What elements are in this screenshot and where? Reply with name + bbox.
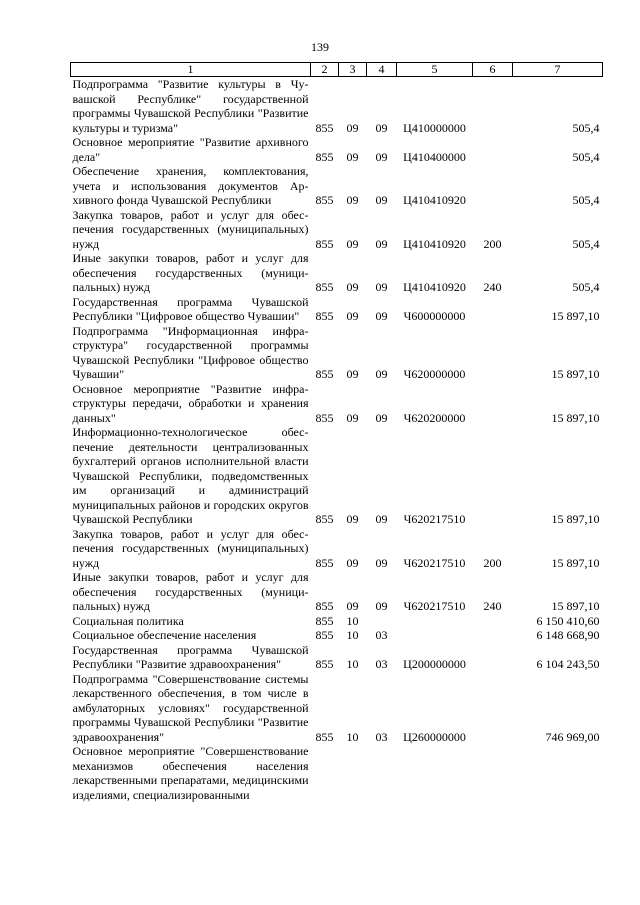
- row-name: Основное мероприятие "Развитие архивного дела": [72, 135, 309, 164]
- row-expense: [473, 672, 513, 745]
- budget-table: [70, 62, 603, 802]
- row-target: Ц410410920: [403, 236, 466, 251]
- row-code: 855: [315, 120, 334, 135]
- row-subsection: 03: [375, 628, 388, 642]
- row-code: 855: [315, 149, 334, 164]
- table-row: [71, 135, 603, 164]
- row-amount: 505,4: [572, 236, 600, 251]
- row-name: Информационно-технологическое обеспечение деятельности централизованных бухгалтерий органов исполнительной власти Чувашской Республики, подведомственных им организаций и администраций муниципальных районов и городских округов Чувашской Республики: [72, 425, 309, 526]
- row-target: [397, 614, 473, 629]
- row-amount: 15 897,10: [551, 367, 600, 381]
- row-amount: 15 897,10: [551, 410, 600, 425]
- row-code: 855: [315, 599, 334, 613]
- row-subsection: 09: [375, 555, 388, 570]
- row-target: Ч620217510: [403, 599, 466, 613]
- row-name: Иные закупки товаров, работ и услуг для обеспечения государственных (муниципальных) нужд: [72, 570, 309, 613]
- row-section: [339, 744, 367, 802]
- row-amount: 505,4: [572, 193, 600, 207]
- row-amount: 6 104 243,50: [536, 657, 600, 671]
- row-amount: 15 897,10: [551, 555, 600, 570]
- row-subsection: 09: [375, 193, 388, 207]
- row-target: [397, 628, 473, 643]
- row-target: Ч620217510: [403, 512, 466, 526]
- row-section: 10: [346, 613, 359, 628]
- row-code: 855: [315, 657, 334, 671]
- row-amount: 505,4: [572, 120, 600, 135]
- row-code: 855: [315, 628, 334, 642]
- row-name: Социальная политика: [72, 613, 184, 628]
- row-name: Обеспечение хранения, комплектования, учета и использования документов Архивного фонда Чувашской Республики: [72, 164, 309, 207]
- row-name: Подпрограмма "Совершенствование системы лекарственного обеспечения, в том числе в амбулаторных условиях" государственной программы Чувашской Республики "Развитие здравоохранения": [72, 671, 309, 744]
- row-subsection: 09: [375, 599, 388, 613]
- row-target: Ц410410920: [403, 193, 466, 207]
- row-expense: 240: [483, 280, 502, 294]
- row-target: Ч620000000: [403, 367, 466, 381]
- row-name: Основное мероприятие "Совершенствование механизмов обеспечения населения лекарственными препаратами, медицинскими изделиями, специализированными: [72, 744, 309, 802]
- row-expense: [473, 628, 513, 643]
- row-code: 855: [315, 613, 334, 628]
- row-expense: [473, 135, 513, 164]
- row-expense: 200: [483, 236, 502, 251]
- row-section: 10: [346, 657, 359, 671]
- row-expense: [473, 614, 513, 629]
- row-expense: [473, 324, 513, 382]
- row-target: Ц260000000: [403, 729, 466, 744]
- table-row: [71, 164, 603, 208]
- header-col-7: 7: [513, 63, 603, 77]
- row-subsection: 09: [375, 149, 388, 164]
- table-row: [71, 570, 603, 614]
- row-amount: 505,4: [572, 280, 600, 294]
- table-row: [71, 324, 603, 382]
- row-subsection: 03: [375, 657, 388, 671]
- row-section: 10: [346, 729, 359, 744]
- row-section: 09: [346, 367, 359, 381]
- table-row: [71, 614, 603, 629]
- row-section: 09: [346, 512, 359, 526]
- row-expense: [473, 77, 513, 136]
- row-code: 855: [315, 367, 334, 381]
- row-section: 09: [346, 193, 359, 207]
- row-subsection: 09: [375, 120, 388, 135]
- row-subsection: 09: [375, 410, 388, 425]
- row-target: Ч620217510: [403, 555, 466, 570]
- table-row: [71, 672, 603, 745]
- row-expense: [473, 382, 513, 426]
- row-name: Закупка товаров, работ и услуг для обеспечения государственных (муниципальных) нужд: [72, 207, 309, 251]
- row-target: [397, 744, 473, 802]
- header-col-6: 6: [473, 63, 513, 77]
- table-row: [71, 527, 603, 571]
- row-section: 09: [346, 599, 359, 613]
- row-code: 855: [315, 729, 334, 744]
- table-row: [71, 382, 603, 426]
- row-expense: [473, 425, 513, 527]
- table-row: [71, 425, 603, 527]
- row-amount: 15 897,10: [551, 599, 600, 613]
- row-subsection: 09: [375, 512, 388, 526]
- row-target: Ч620200000: [403, 410, 466, 425]
- row-subsection: 09: [375, 280, 388, 294]
- row-name: Подпрограмма "Информационная инфраструктура" государственной программы Чувашской Республики "Цифровое общество Чувашии": [72, 323, 309, 381]
- table-row: [71, 628, 603, 643]
- row-subsection: 09: [375, 236, 388, 251]
- header-col-5: 5: [397, 63, 473, 77]
- row-section: 10: [346, 628, 359, 642]
- row-target: Ц200000000: [403, 657, 466, 671]
- row-section: 09: [346, 410, 359, 425]
- row-expense: 240: [483, 599, 502, 613]
- row-name: Государственная программа Чувашской Республики "Цифровое общество Чувашии": [72, 294, 309, 323]
- row-name: Иные закупки товаров, работ и услуг для обеспечения государственных (муниципальных) нужд: [72, 251, 309, 294]
- row-expense: [473, 744, 513, 802]
- row-section: 09: [346, 149, 359, 164]
- table-row: [71, 208, 603, 252]
- row-code: 855: [315, 280, 334, 294]
- row-expense: 200: [483, 555, 502, 570]
- row-expense: [473, 295, 513, 324]
- table-row: [71, 744, 603, 802]
- header-col-1: 1: [71, 63, 311, 77]
- row-subsection: [367, 614, 397, 629]
- row-expense: [473, 164, 513, 208]
- row-amount: 746 969,00: [545, 729, 600, 744]
- row-code: 855: [315, 193, 334, 207]
- row-target: Ч600000000: [403, 309, 466, 323]
- row-subsection: [367, 744, 397, 802]
- row-name: Закупка товаров, работ и услуг для обеспечения государственных (муниципальных) нужд: [72, 526, 309, 570]
- row-section: 09: [346, 120, 359, 135]
- row-section: 09: [346, 236, 359, 251]
- row-section: 09: [346, 280, 359, 294]
- row-subsection: 09: [375, 367, 388, 381]
- header-col-2: 2: [311, 63, 339, 77]
- table-row: [71, 295, 603, 324]
- table-row: [71, 643, 603, 672]
- row-amount: 6 150 410,60: [536, 613, 600, 628]
- row-code: [311, 744, 339, 802]
- row-name: Социальное обеспечение населения: [72, 628, 257, 642]
- row-amount: [513, 744, 603, 802]
- row-name: Государственная программа Чувашской Республики "Развитие здравоохранения": [72, 642, 309, 671]
- row-target: Ц410000000: [403, 120, 466, 135]
- row-code: 855: [315, 309, 334, 323]
- row-amount: 15 897,10: [551, 309, 600, 323]
- row-name: Основное мероприятие "Развитие инфраструктуры передачи, обработки и хранения данных": [72, 381, 309, 425]
- row-subsection: 03: [375, 729, 388, 744]
- row-amount: 15 897,10: [551, 512, 600, 526]
- row-section: 09: [346, 555, 359, 570]
- row-amount: 6 148 668,90: [536, 628, 600, 642]
- row-code: 855: [315, 512, 334, 526]
- row-name: Подпрограмма "Развитие культуры в Чувашской Республике" государственной программы Чувашской Республики "Развитие культуры и туризма": [72, 77, 309, 135]
- header-col-3: 3: [339, 63, 367, 77]
- table-row: [71, 77, 603, 136]
- row-code: 855: [315, 410, 334, 425]
- row-expense: [473, 643, 513, 672]
- page-number: 139: [311, 40, 329, 54]
- header-col-4: 4: [367, 63, 397, 77]
- row-code: 855: [315, 236, 334, 251]
- table-header-row: [71, 63, 603, 77]
- row-section: 09: [346, 309, 359, 323]
- row-target: Ц410410920: [403, 280, 466, 294]
- row-code: 855: [315, 555, 334, 570]
- row-target: Ц410400000: [403, 149, 466, 164]
- row-amount: 505,4: [572, 149, 600, 164]
- row-subsection: 09: [375, 309, 388, 323]
- table-row: [71, 251, 603, 295]
